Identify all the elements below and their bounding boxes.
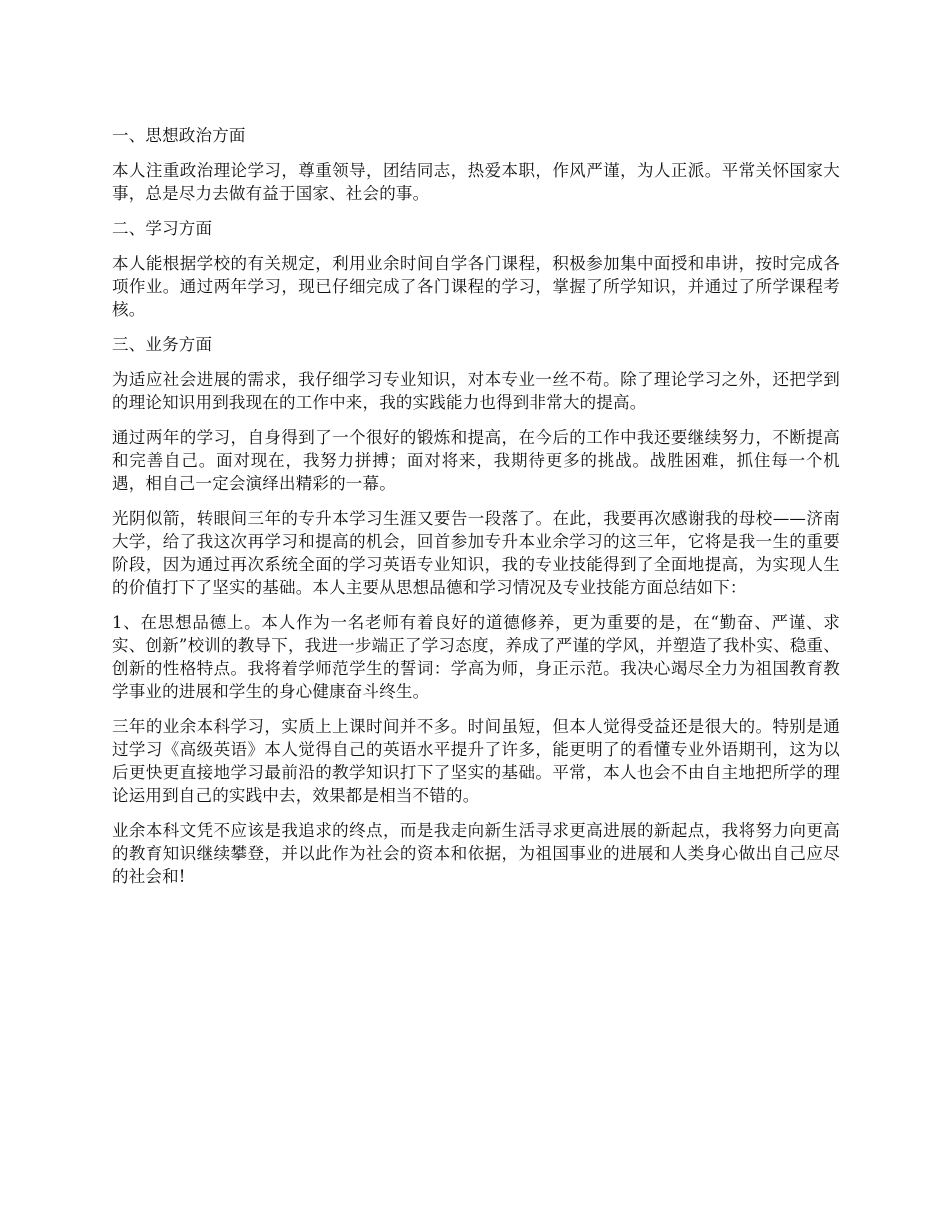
paragraph-morality: 1、在思想品德上。本人作为一名老师有着良好的道德修养，更为重要的是，在“勤奋、严谨、求实、创新”校训的教导下，我进一步端正了学习态度，养成了严谨的学风，并塑造了我朴实、稳重、创新的性格特点。我将着学师范学生的誓词：学高为师，身正示范。我决心竭尽全力为祖国教育教学事业的进展和学生的身心健康奋斗终生。 bbox=[112, 613, 840, 701]
section-heading-business: 三、业务方面 bbox=[112, 335, 213, 354]
paragraph-ideology: 本人注重政治理论学习，尊重领导，团结同志，热爱本职，作风严谨，为人正派。平常关怀国家大事，总是尽力去做有益于国家、社会的事。 bbox=[112, 161, 840, 203]
paragraph-study: 本人能根据学校的有关规定，利用业余时间自学各门课程，积极参加集中面授和串讲，按时完成各项作业。通过两年学习，现已仔细完成了各门课程的学习，掌握了所学知识，并通过了所学课程考核。 bbox=[112, 254, 840, 319]
paragraph-two-years: 通过两年的学习，自身得到了一个很好的锻炼和提高，在今后的工作中我还要继续努力，不断提高和完善自己。面对现在，我努力拼搏；面对将来，我期待更多的挑战。战胜困难，抓住每一个机遇，相自己一定会演绎出精彩的一幕。 bbox=[112, 428, 840, 493]
paragraph-three-years: 光阴似箭，转眼间三年的专升本学习生涯又要告一段落了。在此，我要再次感谢我的母校——济南大学，给了我这次再学习和提高的机会，回首参加专升本业余学习的这三年，它将是我一生的重要阶段，因为通过再次系统全面的学习英语专业知识，我的专业技能得到了全面地提高，为实现人生的价值打下了坚实的基础。本人主要从思想品德和学习情况及专业技能方面总结如下： bbox=[112, 509, 840, 597]
paragraph-conclusion: 业余本科文凭不应该是我追求的终点，而是我走向新生活寻求更高进展的新起点，我将努力向更高的教育知识继续攀登，并以此作为社会的资本和依据，为祖国事业的进展和人类身心做出自己应尽的社会和! bbox=[112, 821, 840, 886]
section-heading-ideology: 一、思想政治方面 bbox=[112, 126, 246, 145]
paragraph-business: 为适应社会进展的需求，我仔细学习专业知识，对本专业一丝不苟。除了理论学习之外，还把学到的理论知识用到我现在的工作中来，我的实践能力也得到非常大的提高。 bbox=[112, 370, 840, 412]
section-heading-study: 二、学习方面 bbox=[112, 219, 213, 238]
paragraph-english: 三年的业余本科学习，实质上上课时间并不多。时间虽短，但本人觉得受益还是很大的。特别是通过学习《高级英语》本人觉得自己的英语水平提升了许多，能更明了的看懂专业外语期刊，这为以后更快更直接地学习最前沿的教学知识打下了坚实的基础。平常，本人也会不由自主地把所学的理论运用到自己的实践中去，效果都是相当不错的。 bbox=[112, 717, 840, 805]
document-body bbox=[112, 124, 840, 900]
